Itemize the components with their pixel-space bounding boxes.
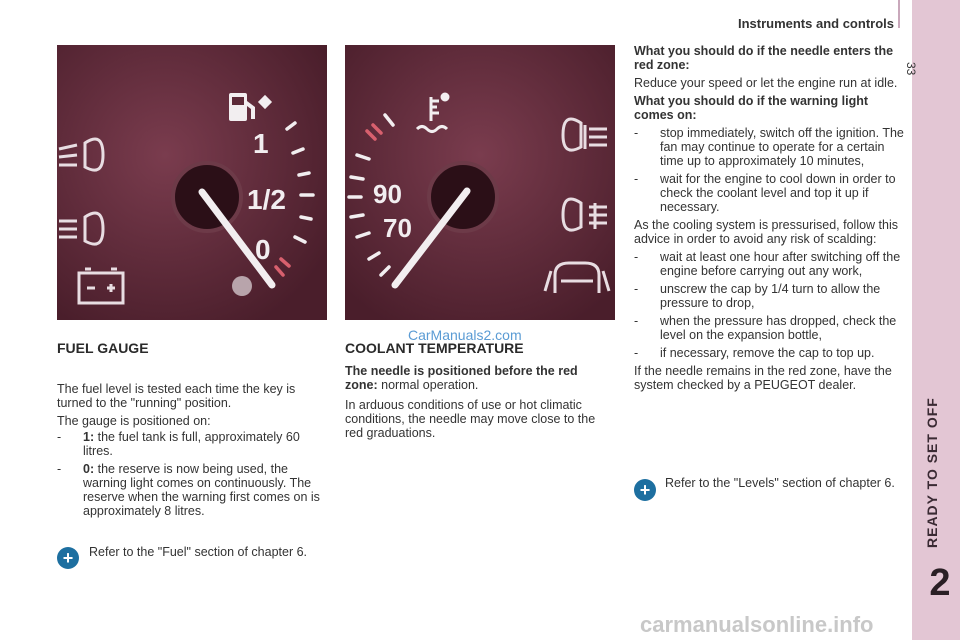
fuel-scale-full: 1 — [253, 128, 269, 159]
list-text: stop immediately, switch off the ignition. The fan may continue to operate for a certain time up to approximately 10 minutes, — [660, 126, 904, 168]
fuel-gauge-heading: FUEL GAUGE — [57, 340, 149, 356]
list-dash: - — [634, 250, 639, 264]
list-dash: - — [634, 126, 639, 140]
info-plus-icon: + — [57, 547, 79, 569]
coolant-advice — [634, 44, 906, 392]
list-item — [634, 346, 906, 360]
watermark: carmanualsonline.info — [640, 612, 874, 637]
levels-refer-note: Refer to the "Levels" section of chapter 6. — [665, 476, 895, 490]
list-text: wait at least one hour after switching off the engine before carrying out any work, — [660, 250, 901, 278]
fuel-scale-half: 1/2 — [247, 184, 286, 215]
coolant-text — [345, 364, 607, 440]
paragraph: As the cooling system is pressurised, follow this advice in order to avoid any risk of scalding: — [634, 218, 898, 246]
needle-status: normal operation. — [377, 378, 479, 392]
fuel-gauge-illustration — [57, 45, 327, 320]
chapter-label: READY TO SET OFF — [924, 397, 940, 548]
list-key: 1: — [83, 430, 95, 444]
list-text: the reserve is now being used, the warning light comes on continuously. The reserve when the warning first comes on is approximately 8 litres. — [83, 462, 320, 518]
paragraph: If the needle remains in the red zone, have the system checked by a PEUGEOT dealer. — [634, 364, 892, 392]
page-number: 33 — [904, 62, 918, 76]
paragraph: The fuel level is tested each time the key is turned to the "running" position. — [57, 382, 296, 410]
list-text: unscrew the cap by 1/4 turn to allow the pressure to drop, — [660, 282, 881, 310]
list-dash: - — [57, 462, 62, 476]
list-text: wait for the engine to cool down in order to check the coolant level and top it up if necessary. — [660, 172, 896, 214]
fuel-scale-empty: 0 — [255, 234, 271, 265]
list-item — [634, 126, 906, 168]
list-item — [634, 250, 906, 278]
fuel-refer-note: Refer to the "Fuel" section of chapter 6. — [89, 545, 308, 559]
list-item — [57, 430, 327, 458]
list-item — [634, 172, 906, 214]
question-heading: What you should do if the warning light comes on: — [634, 94, 869, 122]
list-dash: - — [634, 346, 639, 360]
list-dash: - — [57, 430, 62, 444]
info-plus-icon: + — [634, 479, 656, 501]
list-text: when the pressure has dropped, check the level on the expansion bottle, — [660, 314, 897, 342]
paragraph: The gauge is positioned on: — [57, 414, 211, 428]
section-title: Instruments and controls — [737, 16, 894, 31]
needle-label: The needle is positioned before the red zone: — [345, 364, 578, 392]
list-text: the fuel tank is full, approximately 60 litres. — [83, 430, 300, 458]
list-item — [634, 314, 906, 342]
coolant-heading: COOLANT TEMPERATURE — [345, 340, 524, 356]
list-dash: - — [634, 314, 639, 328]
paragraph: In arduous conditions of use or hot climatic conditions, the needle may move close to the red graduations. — [345, 398, 596, 440]
header-divider — [898, 0, 900, 28]
chapter-number: 2 — [929, 562, 951, 604]
list-dash: - — [634, 282, 639, 296]
reset-knob — [232, 276, 252, 296]
coolant-scale-lower: 70 — [383, 213, 412, 243]
paragraph: Reduce your speed or let the engine run at idle. — [634, 76, 898, 90]
coolant-scale-upper: 90 — [373, 179, 402, 209]
fuel-gauge-text — [57, 382, 327, 518]
list-key: 0: — [83, 462, 95, 476]
coolant-gauge-illustration — [345, 45, 615, 320]
question-heading: What you should do if the needle enters the red zone: — [634, 44, 894, 72]
list-item — [57, 462, 327, 518]
watermark: CarManuals2.com — [408, 327, 522, 343]
list-dash: - — [634, 172, 639, 186]
list-text: if necessary, remove the cap to top up. — [660, 346, 875, 360]
list-item — [634, 282, 906, 310]
